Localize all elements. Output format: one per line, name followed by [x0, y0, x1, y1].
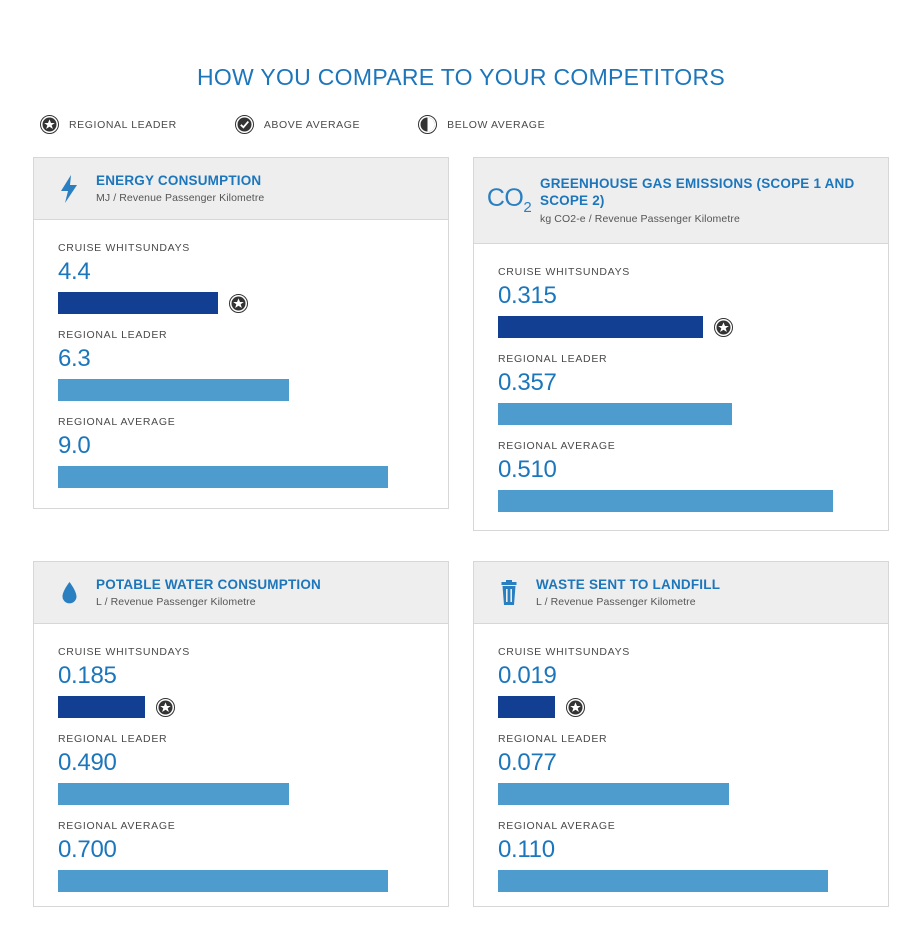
bar-regional-average: [58, 466, 388, 488]
card-title: WASTE SENT TO LANDFILL: [536, 576, 721, 592]
metric-label: REGIONAL AVERAGE: [58, 820, 176, 832]
star-badge-icon: [566, 698, 585, 717]
card-header: [474, 158, 888, 244]
trash-bin-icon: [492, 580, 526, 606]
metric-regional-leader: [58, 329, 424, 401]
metric-value: 9.0: [58, 432, 91, 459]
metric-value: 0.077: [498, 749, 557, 776]
metric-cruise-whitsundays: [498, 646, 864, 718]
metric-value: 0.700: [58, 836, 117, 863]
lightning-bolt-icon: [52, 175, 86, 203]
card-unit: MJ / Revenue Passenger Kilometre: [96, 192, 265, 205]
bar-regional-leader: [58, 379, 289, 401]
metric-regional-average: [58, 416, 424, 488]
card-body: [34, 624, 448, 918]
metric-label: REGIONAL AVERAGE: [498, 440, 616, 452]
co2-icon: $CO_2$: [486, 184, 532, 216]
metric-label: CRUISE WHITSUNDAYS: [498, 646, 630, 658]
bar-cruise-whitsundays: [498, 316, 703, 338]
star-badge-icon: [40, 115, 59, 134]
bar-regional-average: [58, 870, 388, 892]
card-title: GREENHOUSE GAS EMISSIONS (SCOPE 1 AND SCOPE 2): [540, 176, 855, 208]
card-header: [34, 158, 448, 220]
metric-regional-leader: [498, 733, 864, 805]
metric-value: 0.110: [498, 836, 555, 863]
card-row-2: [0, 561, 922, 907]
bar-regional-leader: [58, 783, 289, 805]
card-unit: L / Revenue Passenger Kilometre: [96, 596, 256, 609]
legend-label: ABOVE AVERAGE: [263, 118, 361, 131]
card-waste-sent-to-landfill: [473, 561, 889, 907]
legend: [40, 115, 922, 134]
bar-cruise-whitsundays: [498, 696, 555, 718]
metric-value: 0.185: [58, 662, 117, 689]
metric-value: 0.510: [498, 456, 557, 483]
metric-value: 4.4: [58, 258, 91, 285]
bar-cruise-whitsundays: [58, 696, 145, 718]
legend-item-above-average: [235, 115, 360, 134]
metric-cruise-whitsundays: [498, 266, 864, 338]
bar-regional-average: [498, 490, 833, 512]
metric-label: CRUISE WHITSUNDAYS: [58, 242, 190, 254]
half-badge-icon: [418, 115, 437, 134]
legend-item-regional-leader: [40, 115, 177, 134]
card-body: [474, 624, 888, 918]
star-badge-icon: [714, 318, 733, 337]
card-header: [34, 562, 448, 624]
legend-label: BELOW AVERAGE: [447, 118, 546, 131]
card-title: POTABLE WATER CONSUMPTION: [96, 576, 321, 592]
bar-regional-leader: [498, 783, 729, 805]
metric-cruise-whitsundays: [58, 646, 424, 718]
metric-regional-average: [498, 820, 864, 892]
metric-value: 0.315: [498, 282, 557, 309]
comparison-cards: [0, 157, 922, 907]
metric-regional-average: [498, 440, 864, 512]
check-badge-icon: [235, 115, 254, 134]
card-body: [474, 244, 888, 538]
metric-label: REGIONAL AVERAGE: [498, 820, 616, 832]
metric-label: CRUISE WHITSUNDAYS: [498, 266, 630, 278]
metric-label: REGIONAL LEADER: [498, 733, 608, 745]
card-row-1: [0, 157, 922, 531]
card-title: ENERGY CONSUMPTION: [96, 172, 262, 188]
metric-regional-leader: [58, 733, 424, 805]
card-body: [34, 220, 448, 514]
metric-regional-average: [58, 820, 424, 892]
metric-regional-leader: [498, 353, 864, 425]
metric-value: 6.3: [58, 345, 91, 372]
page-title: HOW YOU COMPARE TO YOUR COMPETITORS: [196, 64, 726, 90]
metric-label: CRUISE WHITSUNDAYS: [58, 646, 190, 658]
star-badge-icon: [156, 698, 175, 717]
metric-cruise-whitsundays: [58, 242, 424, 314]
legend-item-below-average: [418, 115, 545, 134]
card-potable-water-consumption: [33, 561, 449, 907]
card-energy-consumption: [33, 157, 449, 509]
card-unit: kg CO2-e / Revenue Passenger Kilometre: [540, 212, 740, 225]
metric-label: REGIONAL AVERAGE: [58, 416, 176, 428]
legend-label: REGIONAL LEADER: [69, 118, 177, 131]
metric-value: 0.490: [58, 749, 117, 776]
metric-value: 0.357: [498, 369, 557, 396]
metric-label: REGIONAL LEADER: [58, 733, 168, 745]
card-header: [474, 562, 888, 624]
star-badge-icon: [229, 294, 248, 313]
bar-regional-leader: [498, 403, 732, 425]
water-drop-icon: [52, 581, 86, 605]
metric-label: REGIONAL LEADER: [58, 329, 168, 341]
card-greenhouse-gas-emissions: [473, 157, 889, 531]
metric-value: 0.019: [498, 662, 557, 689]
card-unit: L / Revenue Passenger Kilometre: [536, 596, 696, 609]
bar-regional-average: [498, 870, 828, 892]
metric-label: REGIONAL LEADER: [498, 353, 608, 365]
bar-cruise-whitsundays: [58, 292, 218, 314]
